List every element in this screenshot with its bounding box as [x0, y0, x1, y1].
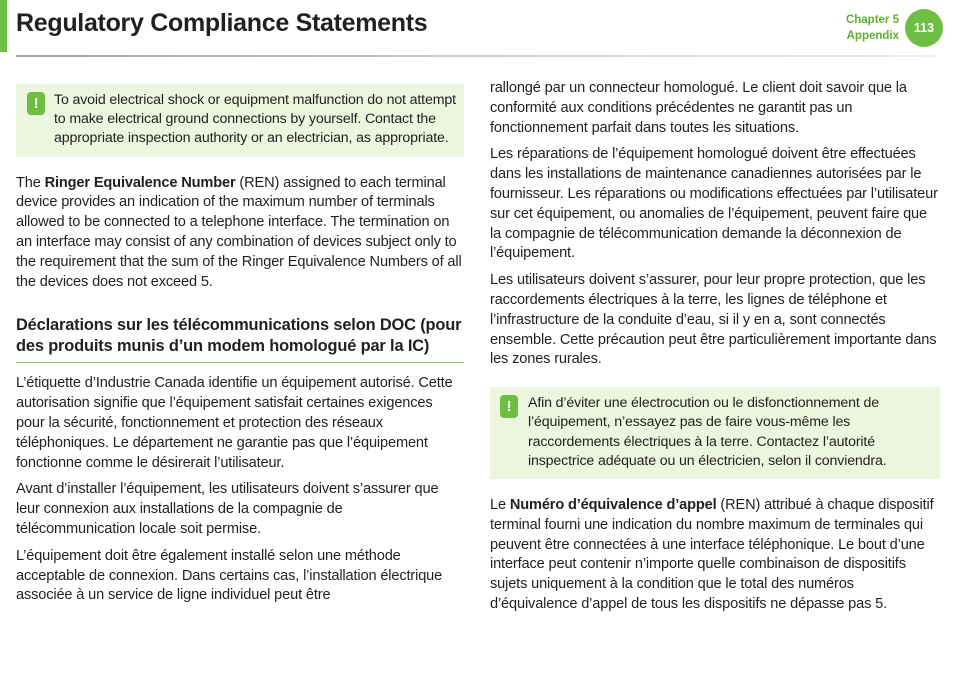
ren-paragraph: The Ringer Equivalence Number (REN) assigned to each terminal device provides an indication of the maximum number of terminals allowed to be connected to a telephone interface. The termination on an interface may consist of any combination of devices subject only to the requirement that the sum of the Ringer Equivalence Numbers of all the devices does not exceed 5. — [16, 174, 462, 290]
chapter-label — [846, 12, 899, 44]
body-paragraph: rallongé par un connecteur homologué. Le client doit savoir que la conformité aux conditions précédentes ne garantit pas un fonctionnement parfait dans toutes les situations. — [490, 80, 907, 136]
left-column — [16, 84, 464, 606]
page-number-badge: 113 — [905, 9, 943, 47]
warning-note-box — [16, 84, 464, 157]
body-paragraph: Les utilisateurs doivent s’assurer, pour leur propre protection, que les raccordements électriques à la terre, les lignes de téléphone et l’infrastructure de la conduite d’eau, si il y en a, sont connectés ensemble. Cette précaution peut être particulièrement importante dans les zones rurales. — [490, 272, 937, 368]
warning-note-text: Afin d’éviter une électrocution ou le disfonctionnement de l’équipement, n’essayez pas de faire vous-même les raccordements électriques à la terre. Contactez l’autorité inspectrice adéquate ou un électricien, selon il conviendra. — [528, 395, 887, 469]
chapter-number: Chapter 5 — [845, 14, 899, 26]
ren-paragraph: Le Numéro d’équivalence d’appel (REN) attribué à chaque dispositif terminal fourni une indication du nombre maximum de terminales qui peuvent être connectées à une interface téléphonique. Le bout d’une interface peut contenir n’importe quelle combinaison de dispositifs sujets uniquement à la condition que le total des numéros d’équivalence d’appel de tous les dispositifs ne dépasse pas 5. — [490, 496, 934, 612]
header-accent-bar — [0, 0, 7, 52]
warning-note-text: To avoid electrical shock or equipment malfunction do not attempt to make electrical ground connections by yourself. Contact the appropriate inspection authority or an electrician, as appropriate. — [54, 92, 456, 147]
body-paragraph: Avant d’installer l’équipement, les utilisateurs doivent s’assurer que leur connexion aux installations de la compagnie de télécommunication locale soit permise. — [16, 481, 439, 537]
chapter-section: Appendix — [846, 30, 899, 42]
right-column — [490, 79, 940, 615]
exclamation-icon: ! — [500, 395, 518, 418]
warning-note-box — [490, 387, 940, 479]
exclamation-icon: ! — [27, 92, 45, 115]
body-paragraph: L’équipement doit être également installé selon une méthode acceptable de connexion. Dans certains cas, l’installation électrique associée à un service de ligne individuel peut être — [16, 547, 443, 604]
section-heading: Déclarations sur les télécommunications selon DOC (pour des produits munis d’un modem homologué par la IC) — [16, 315, 464, 363]
body-paragraph: Les réparations de l’équipement homologué doivent être effectuées dans les installations de maintenance canadiennes autorisées par le fournisseur. Les réparations ou modifications effectuées par l’utilisateur sur cet équipement, ou anomalies de l’équipement, peuvent faire que la compagnie de télécommunication demande la déconnexion de l’équipement. — [490, 146, 938, 262]
page-title: Regulatory Compliance Statements — [16, 9, 428, 37]
ren-term: Ringer Equivalence Number — [44, 174, 236, 191]
header-divider — [16, 55, 936, 57]
body-paragraph: L’étiquette d’Industrie Canada identifie un équipement autorisé. Cette autorisation signifie que l’équipement satisfait certaines exigences pour la sécurité, fonctionnement et protection des réseaux téléphoniques. Le département ne garantie pas que l’équipement fonctionne comme le désirerait l’utilisateur. — [16, 375, 453, 471]
ren-term: Numéro d’équivalence d’appel — [509, 496, 717, 513]
